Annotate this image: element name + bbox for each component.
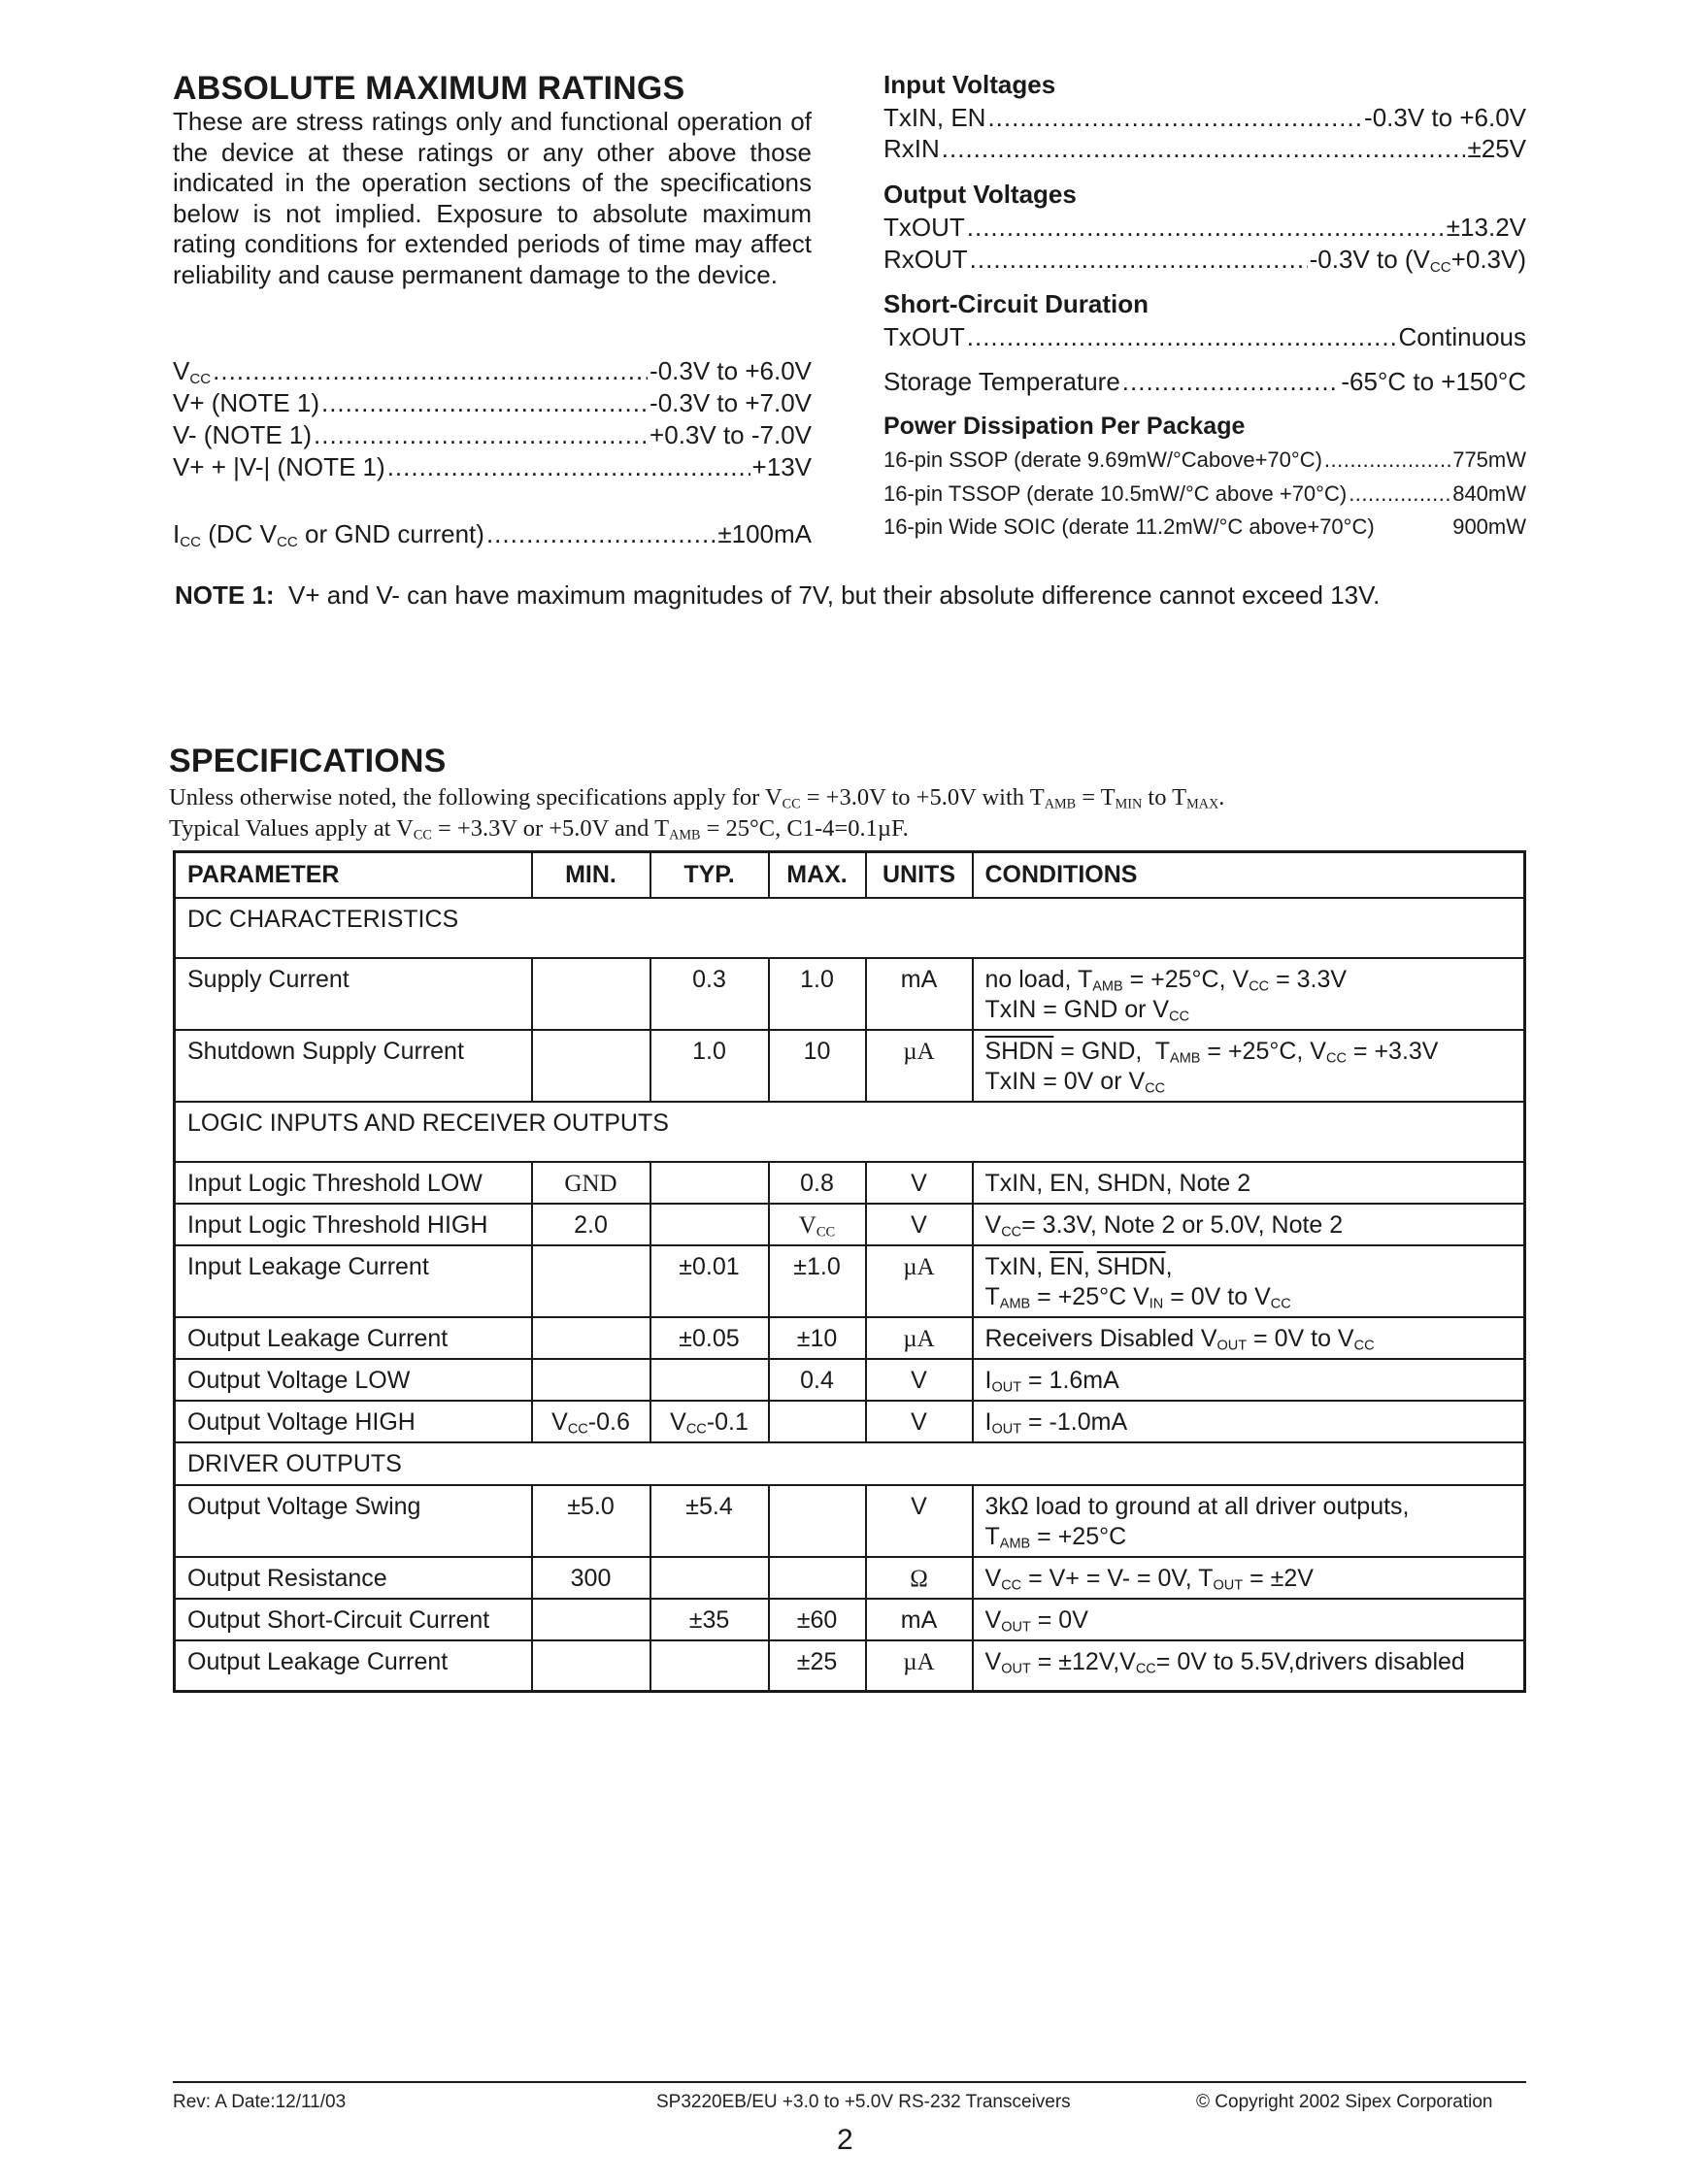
- txout-value: ±13.2V: [1446, 213, 1526, 242]
- conditions-cell: $V_{OUT} = 0V$: [973, 1599, 1525, 1640]
- short-circuit-title: Short-Circuit Duration: [883, 289, 1149, 318]
- footer-rev: Rev: A Date:12/11/03: [173, 2092, 347, 2112]
- amr-vcc-value: -0.3V to +6.0V: [650, 356, 812, 385]
- units-cell: µA: [866, 1245, 973, 1317]
- param-cell: Output Resistance: [175, 1557, 532, 1599]
- table-row: [175, 1557, 1525, 1599]
- min-cell: [532, 1317, 650, 1359]
- max-cell: ±1.0: [769, 1245, 866, 1317]
- max-cell: 0.8: [769, 1162, 866, 1204]
- storage-label: Storage Temperature: [883, 367, 1120, 396]
- table-row: [175, 1245, 1525, 1317]
- spec-header-row: [175, 852, 1525, 899]
- amr-icc-value: ±100mA: [717, 519, 812, 548]
- max-cell: ±10: [769, 1317, 866, 1359]
- header-parameter: PARAMETER: [175, 852, 532, 899]
- amr-note: [175, 580, 1380, 611]
- rxin-row: [883, 134, 1526, 164]
- table-row: [175, 1485, 1525, 1557]
- table-row: [175, 1030, 1525, 1102]
- table-row: [175, 958, 1525, 1030]
- conditions-cell: SHDN = GND, $T_{AMB} = +25^\circ C$, $V_{CC} = +3.3V$ TxIN = 0V or $V_{CC}$: [973, 1030, 1525, 1102]
- units-cell: V: [866, 1359, 973, 1401]
- power-title: Power Dissipation Per Package: [883, 413, 1246, 440]
- conditions-cell: $I_{OUT} = -1.0mA$: [973, 1401, 1525, 1442]
- conditions-cell: $V_{CC} = V+ = V- = 0V$, $T_{OUT} = \pm 2V$: [973, 1557, 1525, 1599]
- footer-product: SP3220EB/EU +3.0 to +5.0V RS-232 Transceivers: [656, 2092, 1071, 2112]
- spec-intro: Unless otherwise noted, the following specifications apply for $V_{CC} = +3.0V$ to +5.0V with $T_{AMB} = T_{MIN}$ to $T_{MAX}$. Typical Values apply at $V_{CC} = +3.3V$ or +5.0V and $T_{AMB} = 25^\circ C$, C1-4=0.1µF.: [169, 784, 1225, 844]
- min-cell: 300: [532, 1557, 650, 1599]
- short-txout-value: Continuous: [1398, 322, 1526, 351]
- pkg3-value: 900mW: [1452, 514, 1526, 539]
- min-cell: [532, 1030, 650, 1102]
- txin-value: -0.3V to +6.0V: [1364, 103, 1526, 132]
- units-cell: V: [866, 1162, 973, 1204]
- conditions-cell: Receivers Disabled $V_{OUT} = 0V$ to $V_{CC}$: [973, 1317, 1525, 1359]
- amr-vcc-label: $V_{CC}$: [173, 356, 212, 387]
- units-cell: µA: [866, 1030, 973, 1102]
- header-min: MIN.: [532, 852, 650, 899]
- conditions-cell: TxIN, EN, SHDN, Note 2: [973, 1162, 1525, 1204]
- pkg2-label: 16-pin TSSOP (derate 10.5mW/°C above +70°C): [883, 481, 1348, 506]
- param-cell: Input Logic Threshold LOW: [175, 1162, 532, 1204]
- typ-cell: $V_{CC}-0.1$: [650, 1401, 769, 1442]
- typ-cell: ±5.4: [650, 1485, 769, 1557]
- param-cell: Shutdown Supply Current: [175, 1030, 532, 1102]
- units-cell: mA: [866, 958, 973, 1030]
- conditions-cell: TxIN, $\overline{EN}$, SHDN, $T_{AMB} = +25^\circ C$ $V_{IN} = 0V$ to $V_{CC}$: [973, 1245, 1525, 1317]
- section-row: [175, 1102, 1525, 1162]
- typ-cell: 1.0: [650, 1030, 769, 1102]
- amr-note-label: NOTE 1:: [175, 580, 275, 610]
- section-row: [175, 1442, 1525, 1485]
- min-cell: [532, 958, 650, 1030]
- page-number: 2: [837, 2124, 853, 2156]
- typ-cell: [650, 1162, 769, 1204]
- amr-vdiff-row: [173, 452, 812, 482]
- spec-table: [173, 850, 1526, 1693]
- param-cell: Supply Current: [175, 958, 532, 1030]
- short-txout-label: TxOUT: [883, 322, 965, 351]
- units-cell: µA: [866, 1640, 973, 1692]
- pkg2-row: [883, 481, 1526, 507]
- param-cell: Input Logic Threshold HIGH: [175, 1204, 532, 1245]
- typ-cell: ±0.01: [650, 1245, 769, 1317]
- max-cell: [769, 1485, 866, 1557]
- txin-label: TxIN, EN: [883, 103, 986, 132]
- units-cell: mA: [866, 1599, 973, 1640]
- table-row: [175, 1640, 1525, 1692]
- conditions-cell: $V_{CC}= 3.3V$, Note 2 or 5.0V, Note 2: [973, 1204, 1525, 1245]
- max-cell: ±60: [769, 1599, 866, 1640]
- param-cell: Input Leakage Current: [175, 1245, 532, 1317]
- conditions-cell: $V_{OUT} = \pm 12V,V_{CC}= 0V$ to 5.5V,drivers disabled: [973, 1640, 1525, 1692]
- typ-cell: [650, 1359, 769, 1401]
- min-cell: $V_{CC}-0.6$: [532, 1401, 650, 1442]
- rxin-value: ±25V: [1467, 134, 1526, 163]
- min-cell: [532, 1359, 650, 1401]
- pkg1-value: 775mW: [1452, 447, 1526, 472]
- pkg1-label: 16-pin SSOP (derate 9.69mW/°Cabove+70°C): [883, 447, 1322, 472]
- rxin-label: RxIN: [883, 134, 940, 163]
- amr-note-text: V+ and V- can have maximum magnitudes of 7V, but their absolute difference cannot exceed 13V.: [288, 580, 1381, 610]
- output-voltages-title: Output Voltages: [883, 180, 1077, 209]
- header-conditions: CONDITIONS: [973, 852, 1525, 899]
- amr-vminus-label: V- (NOTE 1): [173, 420, 313, 449]
- max-cell: [769, 1401, 866, 1442]
- amr-vminus-value: +0.3V to -7.0V: [650, 420, 812, 449]
- amr-vplus-row: [173, 388, 812, 418]
- amr-vplus-label: V+ (NOTE 1): [173, 388, 319, 417]
- typ-cell: [650, 1640, 769, 1692]
- param-cell: Output Leakage Current: [175, 1317, 532, 1359]
- table-row: [175, 1599, 1525, 1640]
- typ-cell: [650, 1204, 769, 1245]
- pkg1-row: [883, 447, 1526, 473]
- table-row: [175, 1401, 1525, 1442]
- pkg2-value: 840mW: [1452, 481, 1526, 506]
- conditions-cell: 3kΩ load to ground at all driver outputs, $T_{AMB} = +25^\circ C$: [973, 1485, 1525, 1557]
- param-cell: Output Leakage Current: [175, 1640, 532, 1692]
- section-logic: LOGIC INPUTS AND RECEIVER OUTPUTS: [175, 1102, 1525, 1162]
- footer-copyright: © Copyright 2002 Sipex Corporation: [1196, 2092, 1493, 2112]
- rxout-label: RxOUT: [883, 245, 968, 274]
- max-cell: $V_{CC}$: [769, 1204, 866, 1245]
- header-units: UNITS: [866, 852, 973, 899]
- table-row: [175, 1317, 1525, 1359]
- max-cell: [769, 1557, 866, 1599]
- footer-rule: [173, 2081, 1526, 2083]
- spec-title: SPECIFICATIONS: [169, 743, 447, 779]
- min-cell: [532, 1640, 650, 1692]
- storage-row: [883, 367, 1526, 397]
- amr-vminus-row: [173, 420, 812, 450]
- rxout-row: [883, 245, 1526, 275]
- section-driver: DRIVER OUTPUTS: [175, 1442, 1525, 1485]
- txin-row: [883, 103, 1526, 133]
- section-row: [175, 898, 1525, 958]
- storage-value: -65°C to +150°C: [1341, 367, 1526, 396]
- rxout-value: -0.3V to $(V_{CC}+0.3V)$: [1309, 245, 1526, 276]
- amr-title: ABSOLUTE MAXIMUM RATINGS: [173, 70, 685, 107]
- amr-vdiff-value: +13V: [751, 452, 812, 481]
- param-cell: Output Short-Circuit Current: [175, 1599, 532, 1640]
- table-row: [175, 1204, 1525, 1245]
- amr-icc-row: [173, 519, 812, 549]
- amr-vcc-row: [173, 356, 812, 386]
- section-dc: DC CHARACTERISTICS: [175, 898, 1525, 958]
- min-cell: GND: [532, 1162, 650, 1204]
- txout-label: TxOUT: [883, 213, 965, 242]
- pkg3-label: 16-pin Wide SOIC (derate 11.2mW/°C above+70°C): [883, 514, 1375, 539]
- min-cell: [532, 1245, 650, 1317]
- min-cell: [532, 1599, 650, 1640]
- conditions-cell: $I_{OUT} = 1.6mA$: [973, 1359, 1525, 1401]
- txout-row: [883, 213, 1526, 243]
- units-cell: V: [866, 1485, 973, 1557]
- max-cell: 1.0: [769, 958, 866, 1030]
- param-cell: Output Voltage HIGH: [175, 1401, 532, 1442]
- typ-cell: 0.3: [650, 958, 769, 1030]
- units-cell: V: [866, 1204, 973, 1245]
- input-voltages-title: Input Voltages: [883, 70, 1056, 99]
- conditions-cell: no load, $T_{AMB} = +25^\circ C$, $V_{CC} = 3.3V$ TxIN = GND or $V_{CC}$: [973, 958, 1525, 1030]
- units-cell: Ω: [866, 1557, 973, 1599]
- typ-cell: ±35: [650, 1599, 769, 1640]
- amr-vdiff-label: V+ + |V-| (NOTE 1): [173, 452, 385, 481]
- max-cell: 0.4: [769, 1359, 866, 1401]
- typ-cell: [650, 1557, 769, 1599]
- header-max: MAX.: [769, 852, 866, 899]
- amr-paragraph: These are stress ratings only and functional operation of the device at these ratings or any other above those indicated in the operation sections of the specifications below is not implied. Exposure to absolute maximum rating conditions for extended periods of time may affect reliability and cause permanent damage to the device.: [173, 107, 812, 289]
- typ-cell: ±0.05: [650, 1317, 769, 1359]
- header-typ: TYP.: [650, 852, 769, 899]
- param-cell: Output Voltage LOW: [175, 1359, 532, 1401]
- max-cell: ±25: [769, 1640, 866, 1692]
- units-cell: V: [866, 1401, 973, 1442]
- param-cell: Output Voltage Swing: [175, 1485, 532, 1557]
- table-row: [175, 1162, 1525, 1204]
- table-row: [175, 1359, 1525, 1401]
- pkg3-row: [883, 514, 1526, 540]
- units-cell: µA: [866, 1317, 973, 1359]
- min-cell: ±5.0: [532, 1485, 650, 1557]
- max-cell: 10: [769, 1030, 866, 1102]
- short-txout-row: [883, 322, 1526, 352]
- amr-vplus-value: -0.3V to +7.0V: [650, 388, 812, 417]
- min-cell: 2.0: [532, 1204, 650, 1245]
- amr-icc-label: $I_{CC}$ (DC $V_{CC}$ or GND current): [173, 519, 484, 550]
